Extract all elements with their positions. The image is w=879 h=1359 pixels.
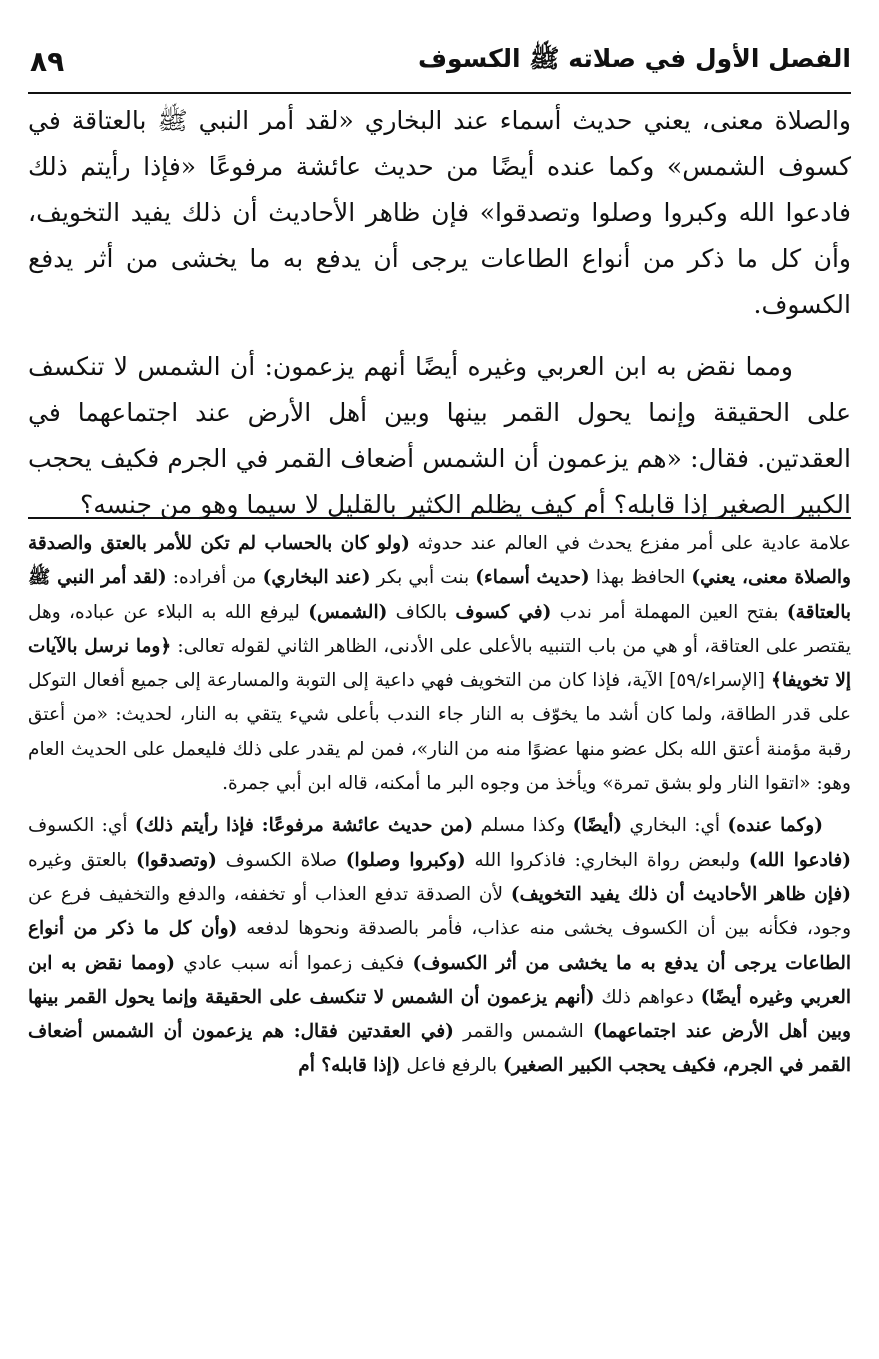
commentary-text: بنت أبي بكر (370, 567, 476, 589)
footnote-divider (28, 517, 851, 519)
quoted-text: (أيضًا) (572, 815, 623, 837)
commentary-text: ولبعض رواة البخاري: فاذكروا الله (465, 849, 749, 871)
commentary-text: ليرفع الله به البلاء عن عباده، وهل يقتصر على العتاقة، أو هي من باب التنبيه بالأعلى على الأدنى، الظاهر الثاني لقوله تعالى: (28, 601, 852, 657)
commentary-text: لأن الصدقة تدفع العذاب أو تخففه، والدفع والتخفيف فرع عن وجود، فكأنه بين أن الكسوف يخشى منه عذاب، فأمر بالصدقة ونحوها لدفعه (28, 883, 851, 940)
quoted-text: (وكما عنده) (727, 815, 823, 837)
commentary-paragraph (28, 527, 851, 801)
quoted-text: ﴿وما نرسل بالآيات إلا تخويفا﴾ (28, 635, 852, 692)
commentary-text: دعواهم ذلك (594, 986, 701, 1008)
quoted-text: (فادعوا الله) (748, 849, 851, 871)
quoted-text: (من حديث عائشة مرفوعًا: فإذا رأيتم ذلك) (134, 815, 474, 837)
commentary-text: فكيف زعموا أنه سبب عادي (174, 952, 413, 974)
quoted-text: (في كسوف (455, 601, 552, 623)
page-number: ٨٩ (30, 44, 65, 78)
quoted-text: (الشمس) (308, 601, 388, 623)
commentary-text: وكذا مسلم (473, 815, 573, 837)
quoted-text: (وتصدقوا) (135, 849, 217, 871)
quoted-text: (لقد أمر النبي ﷺ بالعتاقة) (28, 567, 851, 623)
commentary-text: الحافظ بهذا (589, 567, 692, 589)
quoted-text: (ولو كان بالحساب لم تكن للأمر بالعتق والصدقة والصلاة معنى، يعني) (28, 533, 851, 589)
commentary-paragraph (28, 809, 851, 1083)
commentary-text: أي: البخاري (622, 815, 728, 837)
quoted-text: (وأن كل ما ذكر من أنواع الطاعات يرجى أن يدفع به ما يخشى من أثر الكسوف) (28, 918, 851, 974)
header-divider (28, 92, 851, 94)
main-paragraph: والصلاة معنى، يعني حديث أسماء عند البخاري «لقد أمر النبي ﷺ بالعتاقة في كسوف الشمس» وكما عنده أيضًا من حديث عائشة مرفوعًا «فإذا رأيتم ذلك فادعوا الله وكبروا وصلوا وتصدقوا» فإن ظاهر الأحاديث أن ذلك يفيد التخويف، وأن كل ما ذكر من أنواع الطاعات يرجى أن يدفع به ما يخشى من أثر يدفع الكسوف. (28, 106, 851, 319)
commentary-text: [الإسراء/٥٩] الآية، فإذا كان من التخويف فهي داعية إلى التوبة والمسارعة إلى جميع أفعال التوكل على قدر الطاقة، ولما كان أشد ما يخوّف به النار جاء الندب بأعلى شيء يتقي به النار، لحديث: «من أعتق رقبة مؤمنة أعتق الله بكل عضو منها عضوًا منه من النار»، فمن لم يقدر على ذلك فليعمل على الحديث العام وهو: «اتقوا النار ولو بشق تمرة» ويأخذ من وجوه البر ما أمكنه، قاله ابن أبي جمرة. (28, 670, 851, 795)
commentary-text: علامة عادية على أمر مفزع يحدث في العالم عند حدوثه (409, 533, 851, 554)
main-text (28, 98, 851, 544)
quoted-text: (أنهم يزعمون أن الشمس لا تنكسف على الحقيقة وإنما يحول القمر بينها وبين أهل الأرض عند اجتماعهما) (28, 986, 851, 1043)
commentary-text: بالعتق وغيره (28, 849, 136, 871)
quoted-text: (إذا قابله؟ أم (298, 1055, 401, 1077)
commentary-text: الشمس والقمر (453, 1021, 593, 1043)
commentary-text: بالكاف (387, 601, 456, 623)
commentary-text: بالرفع فاعل (400, 1055, 504, 1077)
commentary-text: بفتح العين المهملة أمر ندب (551, 601, 787, 623)
commentary-text: من أفراده: (166, 567, 263, 589)
commentary (28, 527, 851, 1084)
page-header (30, 36, 851, 86)
quoted-text: (فإن ظاهر الأحاديث أن ذلك يفيد التخويف) (510, 883, 851, 905)
commentary-text: أي: الكسوف (28, 815, 135, 837)
quoted-text: (في العقدتين فقال: هم يزعمون أن الشمس أضعاف القمر في الجرم، فكيف يحجب الكبير الصغير) (28, 1021, 851, 1077)
commentary-text: صلاة الكسوف (216, 849, 346, 871)
quoted-text: (وكبروا وصلوا) (345, 849, 466, 871)
chapter-title: الفصل الأول في صلاته ﷺ الكسوف (417, 43, 851, 73)
quoted-text: (عند البخاري) (262, 567, 371, 589)
quoted-text: (ومما نقض به ابن العربي وغيره أيضًا) (28, 952, 851, 1008)
quoted-text: (حديث أسماء) (475, 567, 590, 589)
main-paragraph: ومما نقض به ابن العربي وغيره أيضًا أنهم يزعمون: أن الشمس لا تنكسف على الحقيقة وإنما يحول القمر بينها وبين أهل الأرض عند اجتماعهما في العقدتين. فقال: «هم يزعمون أن الشمس أضعاف القمر في الجرم فكيف يحجب الكبير الصغير إذا قابله؟ أم كيف يظلم الكثير بالقليل لا سيما وهو من جنسه؟ (28, 352, 851, 519)
